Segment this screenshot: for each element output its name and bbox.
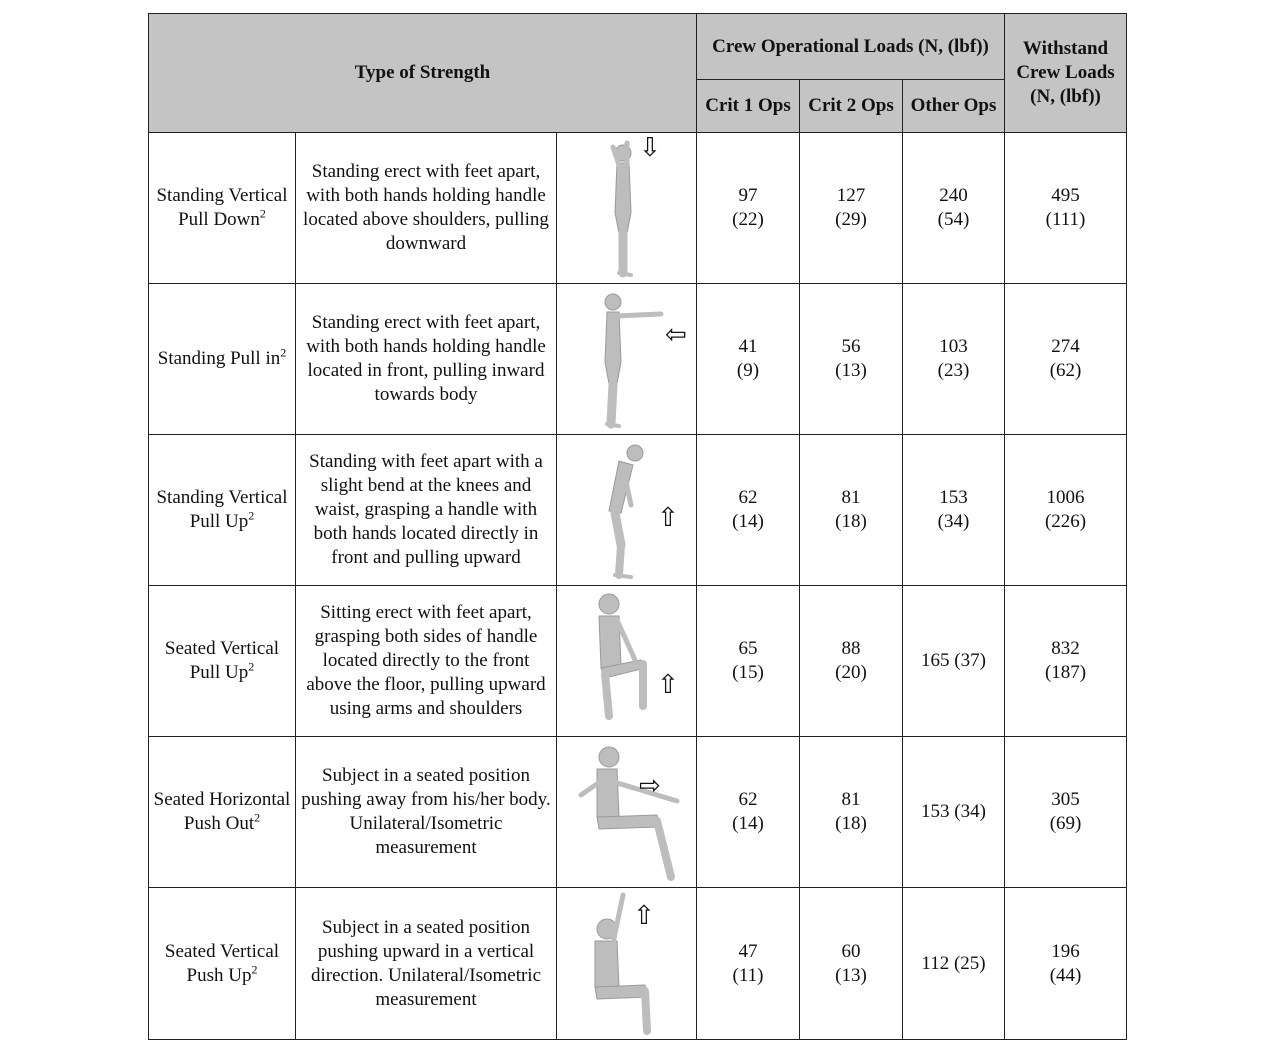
figure-cell bbox=[557, 435, 697, 586]
table-row bbox=[149, 284, 1127, 435]
withstand-value bbox=[1005, 284, 1127, 435]
other-line: (54) bbox=[937, 209, 970, 230]
force-direction-arrow-icon: ⇧ bbox=[657, 670, 679, 700]
strength-type-cell bbox=[149, 737, 296, 888]
force-direction-arrow-icon: ⇧ bbox=[657, 503, 679, 533]
other-line: 240 bbox=[939, 185, 968, 206]
crit1-line: 62 bbox=[738, 789, 758, 810]
withstand-line: 495 bbox=[1051, 185, 1080, 206]
human-figure-icon bbox=[561, 435, 701, 585]
strength-type-label: Standing Vertical Pull Down bbox=[156, 185, 288, 230]
withstand-line: (187) bbox=[1044, 662, 1087, 683]
withstand-line: (226) bbox=[1044, 511, 1087, 532]
strength-type-label: Seated Vertical Push Up bbox=[164, 940, 280, 986]
other-ops-value bbox=[903, 284, 1005, 435]
crit1-line: (11) bbox=[732, 964, 764, 986]
figure-cell bbox=[557, 133, 697, 284]
strength-type-cell bbox=[149, 888, 296, 1040]
strength-type-label: Standing Pull in bbox=[157, 348, 281, 369]
figure-cell bbox=[557, 586, 697, 737]
other-line: 165 (37) bbox=[921, 650, 986, 671]
other-line: 153 (34) bbox=[921, 801, 986, 822]
description-cell: Sitting erect with feet apart, grasping both sides of handle located directly to the front above the floor, pulling upward using arms and shoulders bbox=[296, 586, 557, 737]
human-figure-icon bbox=[561, 133, 701, 283]
human-figure-icon bbox=[561, 889, 701, 1039]
withstand-value bbox=[1005, 888, 1127, 1040]
crit1-line: (15) bbox=[732, 662, 764, 683]
crit2-header: Crit 2 Ops bbox=[800, 80, 903, 133]
withstand-line: 305 bbox=[1051, 789, 1080, 810]
footnote-marker: 2 bbox=[254, 810, 261, 825]
description-cell: Standing erect with feet apart, with both hands holding handle located in front, pulling inward towards body bbox=[296, 284, 557, 435]
crit1-line: (14) bbox=[732, 813, 764, 834]
crit1-line: 47 bbox=[738, 940, 758, 962]
crit2-line: (18) bbox=[835, 813, 867, 834]
crit1-value bbox=[697, 888, 800, 1040]
strength-type-label: Standing Vertical Pull Up bbox=[156, 487, 288, 532]
table-row bbox=[149, 888, 1127, 1040]
crit2-line: (18) bbox=[835, 511, 867, 532]
crit2-line: (29) bbox=[835, 209, 867, 230]
table-row bbox=[149, 133, 1127, 284]
crit2-value bbox=[800, 737, 903, 888]
withstand-line: (62) bbox=[1049, 360, 1082, 381]
crit2-value bbox=[800, 284, 903, 435]
crit2-line: (20) bbox=[835, 662, 867, 683]
other-line: 112 (25) bbox=[921, 952, 986, 974]
withstand-crew-loads-header: Withstand Crew Loads (N, (lbf)) bbox=[1005, 14, 1127, 133]
force-direction-arrow-icon: ⇩ bbox=[639, 133, 661, 163]
crit1-value bbox=[697, 435, 800, 586]
table-row bbox=[149, 737, 1127, 888]
crit1-value bbox=[697, 586, 800, 737]
withstand-line: (44) bbox=[1049, 964, 1082, 986]
crit2-line: 81 bbox=[841, 487, 861, 508]
other-ops-value bbox=[903, 737, 1005, 888]
withstand-value bbox=[1005, 737, 1127, 888]
withstand-value bbox=[1005, 586, 1127, 737]
crit1-line: (9) bbox=[736, 360, 760, 381]
footnote-marker: 2 bbox=[251, 962, 258, 977]
force-direction-arrow-icon: ⇨ bbox=[639, 771, 661, 801]
force-direction-arrow-icon: ⇧ bbox=[633, 900, 655, 931]
withstand-line: 196 bbox=[1051, 940, 1080, 962]
withstand-line: (111) bbox=[1045, 209, 1086, 230]
table-row bbox=[149, 435, 1127, 586]
withstand-value bbox=[1005, 435, 1127, 586]
crit1-line: 62 bbox=[738, 487, 758, 508]
footnote-marker: 2 bbox=[248, 508, 255, 523]
withstand-value bbox=[1005, 133, 1127, 284]
figure-cell bbox=[557, 888, 697, 1040]
withstand-line: (69) bbox=[1049, 813, 1082, 834]
description-cell: Standing with feet apart with a slight bend at the knees and waist, grasping a handle with both hands located directly in front and pulling upward bbox=[296, 435, 557, 586]
description-cell: Subject in a seated position pushing away from his/her body. Unilateral/Isometric measurement bbox=[296, 737, 557, 888]
crit2-line: 127 bbox=[836, 185, 866, 206]
crit2-value bbox=[800, 888, 903, 1040]
other-line: 103 bbox=[939, 336, 968, 357]
figure-standing-pull-in-icon bbox=[561, 284, 701, 434]
human-figure-icon bbox=[561, 586, 701, 736]
crit2-line: (13) bbox=[835, 360, 867, 381]
strength-type-cell bbox=[149, 586, 296, 737]
footnote-marker: 2 bbox=[280, 345, 287, 360]
crit1-line: (14) bbox=[732, 511, 764, 532]
crit1-value bbox=[697, 737, 800, 888]
other-ops-value bbox=[903, 888, 1005, 1040]
other-ops-value bbox=[903, 435, 1005, 586]
crew-operational-loads-header: Crew Operational Loads (N, (lbf)) bbox=[697, 14, 1005, 80]
crit1-value bbox=[697, 284, 800, 435]
figure-standing-pull-up-icon bbox=[561, 435, 701, 585]
crit2-line: (13) bbox=[835, 964, 867, 986]
strength-type-cell bbox=[149, 133, 296, 284]
figure-cell bbox=[557, 284, 697, 435]
withstand-line: 1006 bbox=[1046, 487, 1085, 508]
crit1-line: (22) bbox=[732, 209, 764, 230]
crit2-line: 81 bbox=[841, 789, 861, 810]
strength-type-cell bbox=[149, 284, 296, 435]
withstand-line: 832 bbox=[1051, 638, 1080, 659]
strength-type-cell bbox=[149, 435, 296, 586]
crit1-line: 97 bbox=[738, 185, 758, 206]
force-direction-arrow-icon: ⇦ bbox=[665, 320, 687, 350]
footnote-marker: 2 bbox=[248, 659, 255, 674]
human-figure-icon bbox=[561, 737, 701, 887]
strength-table bbox=[148, 13, 1127, 1040]
withstand-line: 274 bbox=[1051, 336, 1080, 357]
crit2-value bbox=[800, 435, 903, 586]
other-ops-value bbox=[903, 133, 1005, 284]
footnote-marker: 2 bbox=[259, 206, 266, 221]
figure-cell bbox=[557, 737, 697, 888]
description-cell: Subject in a seated position pushing upward in a vertical direction. Unilateral/Isometric measurement bbox=[296, 888, 557, 1040]
crit2-line: 88 bbox=[841, 638, 861, 659]
figure-seated-push-up-icon bbox=[561, 889, 701, 1039]
figure-seated-pull-up-icon bbox=[561, 586, 701, 736]
crit1-value bbox=[697, 133, 800, 284]
crit1-header: Crit 1 Ops bbox=[697, 80, 800, 133]
figure-seated-push-out-icon bbox=[561, 737, 701, 887]
other-line: (23) bbox=[937, 360, 970, 381]
type-of-strength-header: Type of Strength bbox=[149, 14, 697, 133]
crit2-line: 60 bbox=[841, 940, 861, 962]
other-ops-value bbox=[903, 586, 1005, 737]
strength-type-label: Seated Horizontal Push Out bbox=[153, 789, 291, 834]
crit1-line: 65 bbox=[738, 638, 758, 659]
crit2-line: 56 bbox=[841, 336, 861, 357]
crit1-line: 41 bbox=[738, 336, 758, 357]
crit2-value bbox=[800, 586, 903, 737]
strength-type-label: Seated Vertical Pull Up bbox=[164, 638, 280, 683]
human-figure-icon bbox=[561, 284, 701, 434]
description-cell: Standing erect with feet apart, with both hands holding handle located above shoulders, pulling downward bbox=[296, 133, 557, 284]
other-line: (34) bbox=[937, 511, 970, 532]
table-row bbox=[149, 586, 1127, 737]
other-ops-header: Other Ops bbox=[903, 80, 1005, 133]
crit2-value bbox=[800, 133, 903, 284]
figure-standing-pull-down-icon bbox=[561, 133, 701, 283]
other-line: 153 bbox=[939, 487, 968, 508]
